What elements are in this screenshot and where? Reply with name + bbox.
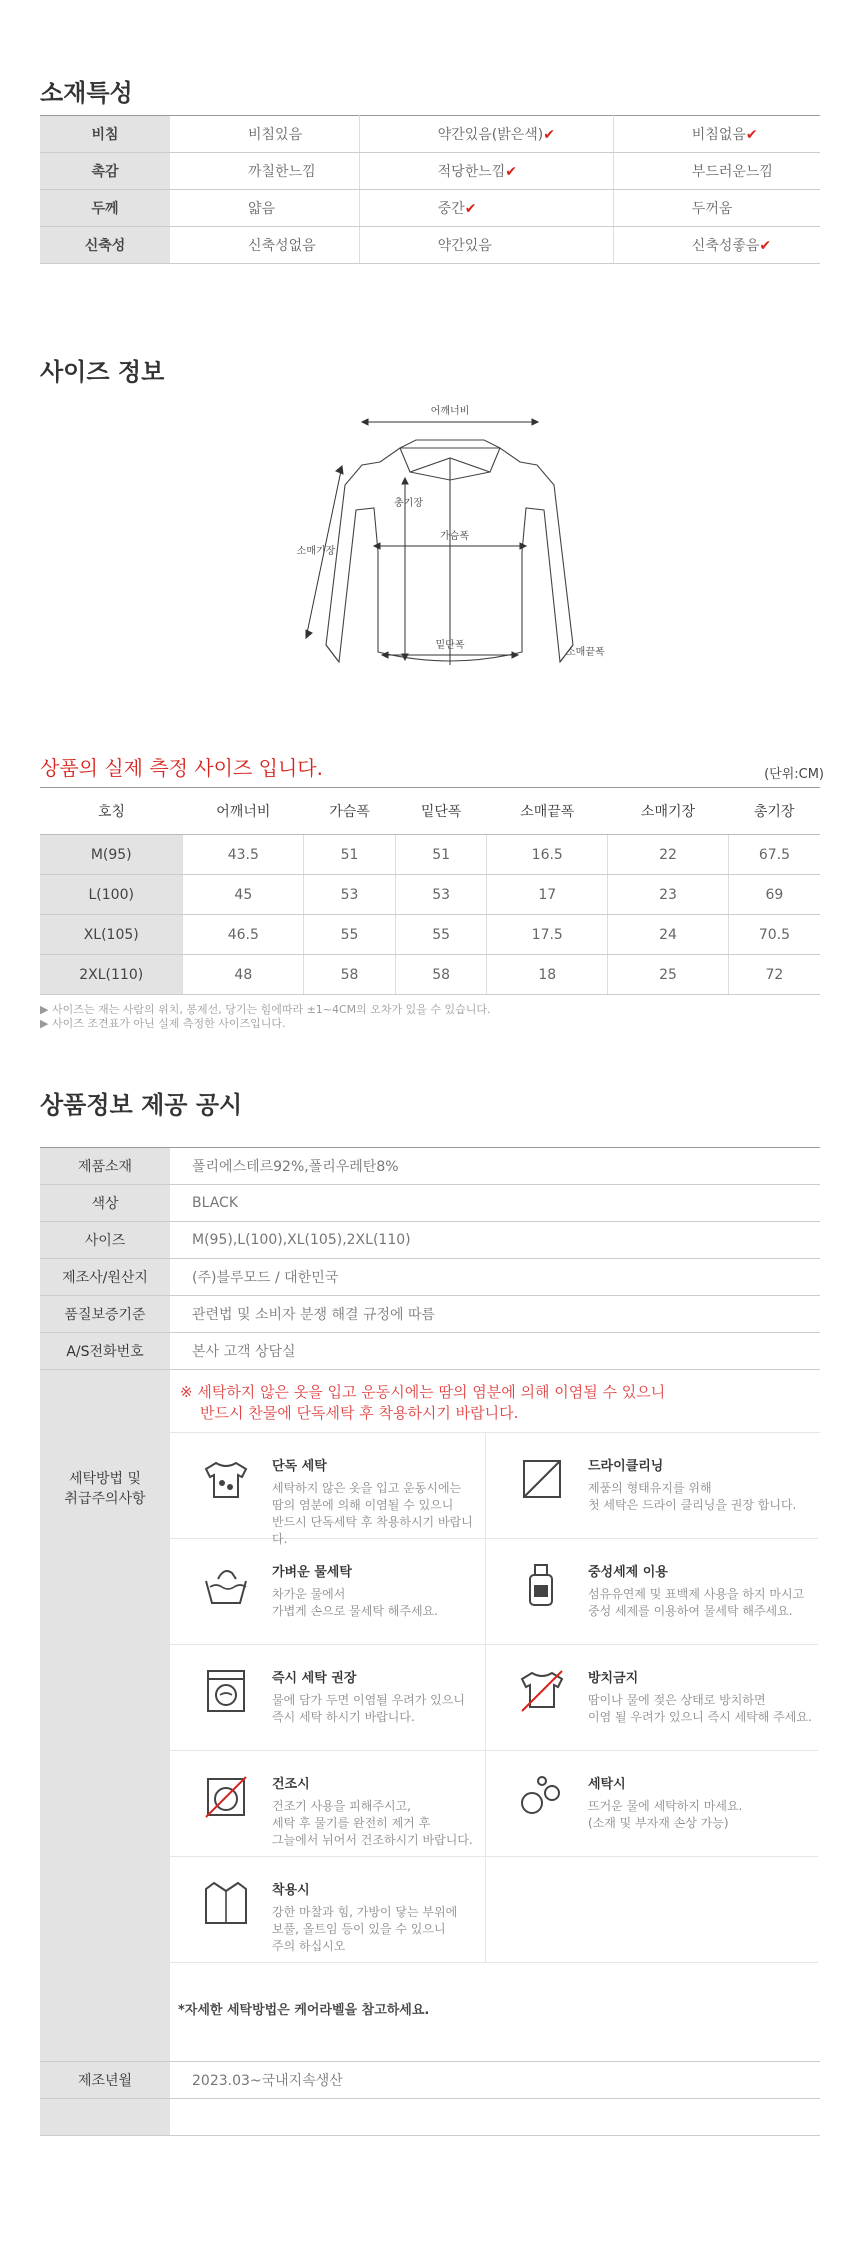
size-row-label: L(100) [40,875,183,915]
size-unit: (단위:CM) [764,767,824,782]
washing-item [170,1539,486,1645]
material-option-label: 부드러운느낌 [691,164,773,180]
material-row [40,116,820,153]
material-section-title: 소재특성 [40,79,133,107]
check-icon: ✔ [759,238,772,254]
material-option [613,190,820,227]
manufacture-row [40,2062,820,2099]
material-option [170,190,359,227]
size-cell: 24 [608,915,729,955]
size-cell: 48 [183,955,304,995]
washing-item-desc: 섬유유연제 및 표백제 사용을 하지 마시고 중성 세제를 이용하여 물세탁 해주세요. [588,1587,805,1618]
check-icon: ✔ [745,127,758,143]
no-tumble-dry-icon [202,1773,250,1821]
washing-item [170,1751,486,1857]
material-option-label: 약간있음 [437,238,492,254]
material-option [359,153,613,190]
material-option [170,116,359,153]
washing-note: *자세한 세탁방법은 케어라벨을 참고하세요. [178,2003,430,2018]
material-option-label: 중간 [437,201,465,217]
size-row-label: XL(105) [40,915,183,955]
size-cell: 16.5 [487,835,608,875]
product-info-label: A/S전화번호 [40,1333,170,1370]
material-option-label: 비침없음 [691,127,746,143]
size-cell: 72 [728,955,820,995]
label-chest: 가슴폭 [440,531,469,542]
size-cell: 58 [304,955,396,995]
material-option-label: 비침있음 [248,127,303,143]
size-notice: 상품의 실제 측정 사이즈 입니다. [40,756,323,780]
hand-wash-icon [202,1561,250,1609]
size-cell: 25 [608,955,729,995]
washing-item [170,1433,486,1546]
product-info-value: M(95),L(100),XL(105),2XL(110) [170,1222,820,1259]
material-option-label: 신축성좋음 [691,238,760,254]
material-option [613,227,820,264]
washing-item-title: 중성세제 이용 [588,1565,668,1580]
product-info-label: 사이즈 [40,1222,170,1259]
empty-value [170,2099,820,2136]
product-info-title: 상품정보 제공 공시 [40,1091,243,1119]
material-row [40,190,820,227]
washing-item-title: 세탁시 [588,1777,626,1792]
product-info-value: 폴리에스테르92%,폴리우레탄8% [170,1148,820,1185]
size-diagram [290,400,620,690]
size-footnote-2: ▶ 사이즈 조견표가 아닌 실제 측정한 사이즈입니다. [40,1017,286,1030]
size-cell: 23 [608,875,729,915]
size-cell: 18 [487,955,608,995]
check-icon: ✔ [505,164,518,180]
size-cell: 53 [395,875,487,915]
label-hem: 밑단폭 [435,640,465,651]
shirt-single-wash-icon [202,1455,250,1503]
size-column-header: 밑단폭 [395,788,487,835]
washing-item-desc: 세탁하지 않은 옷을 입고 운동시에는 땀의 염분에 의해 이염될 수 있으니 반드시 단독세탁 후 착용하시기 바랍니다. [272,1481,473,1546]
label-sleeve-length: 소매기장 [296,546,336,557]
washing-row [40,1370,820,2062]
size-cell: 70.5 [728,915,820,955]
product-info-row [40,1222,820,1259]
size-footnote-1: ▶ 사이즈는 재는 사람의 위치, 봉제선, 당기는 힘에따라 ±1~4CM의 오차가 있을 수 있습니다. [40,1003,491,1016]
washing-item-title: 가벼운 물세탁 [272,1565,352,1580]
material-option [170,153,359,190]
product-info-label: 제조사/원산지 [40,1259,170,1296]
washing-item [486,1539,818,1645]
washing-item-title: 착용시 [272,1883,310,1898]
size-cell: 22 [608,835,729,875]
size-column-header: 총기장 [728,788,820,835]
material-option [359,227,613,264]
size-cell: 58 [395,955,487,995]
size-cell: 51 [304,835,396,875]
size-cell: 17 [487,875,608,915]
size-cell: 43.5 [183,835,304,875]
size-column-header: 호칭 [40,788,183,835]
size-cell: 67.5 [728,835,820,875]
product-info-row [40,1148,820,1185]
manufacture-value: 2023.03~국내지속생산 [170,2062,820,2099]
size-column-header: 가슴폭 [304,788,396,835]
size-column-header: 소매끝폭 [487,788,608,835]
check-icon: ✔ [543,127,555,143]
product-info-value: (주)블루모드 / 대한민국 [170,1259,820,1296]
washing-item-desc: 땀이나 물에 젖은 상태로 방치하면 이염 될 우려가 있으니 즉시 세탁해 주세요. [588,1693,812,1724]
label-total-length: 총기장 [394,498,423,509]
material-option-label: 적당한느낌 [437,164,506,180]
washing-item-desc: 강한 마찰과 힘, 가방이 닿는 부위에 보풀, 올트임 등이 있을 수 있으니 주의 하십시오 [272,1905,458,1953]
washing-item-desc: 제품의 형태유지를 위해 첫 세탁은 드라이 클리닝을 권장 합니다. [588,1481,797,1512]
dry-clean-icon [518,1455,566,1503]
washing-content [170,1370,820,2062]
size-row-label: M(95) [40,835,183,875]
washing-item-title: 드라이클리닝 [588,1459,664,1474]
size-cell: 55 [395,915,487,955]
product-info-row [40,1185,820,1222]
material-row-label: 촉감 [40,153,170,190]
size-row [40,955,820,995]
size-cell: 17.5 [487,915,608,955]
washing-item-desc: 물에 담가 두면 이염될 우려가 있으니 즉시 세탁 하시기 바랍니다. [272,1693,465,1724]
washing-machine-icon [202,1667,250,1715]
product-info-value: 본사 고객 상담실 [170,1333,820,1370]
product-info-label: 품질보증기준 [40,1296,170,1333]
washing-item [486,1433,818,1539]
product-info-table [40,1147,820,2136]
size-cell: 46.5 [183,915,304,955]
no-soak-icon [518,1667,566,1715]
product-info-row [40,1259,820,1296]
product-info-label: 제품소재 [40,1148,170,1185]
washing-item-title: 즉시 세탁 권장 [272,1671,357,1686]
washing-grid [170,1432,820,1963]
size-cell: 45 [183,875,304,915]
size-cell: 53 [304,875,396,915]
washing-item-title: 건조시 [272,1777,310,1792]
product-info-label: 색상 [40,1185,170,1222]
washing-item-desc: 뜨거운 물에 세탁하지 마세요. (소재 및 부자재 손상 가능) [588,1799,743,1830]
size-column-header: 어깨너비 [183,788,304,835]
washing-item-desc: 차가운 물에서 가볍게 손으로 물세탁 해주세요. [272,1587,438,1618]
label-cuff: 소매끝폭 [566,647,605,658]
product-info-value: BLACK [170,1185,820,1222]
shirt-wearing-icon [202,1879,250,1927]
label-shoulder: 어깨너비 [430,406,470,417]
manufacture-label: 제조년월 [40,2062,170,2099]
size-cell: 51 [395,835,487,875]
material-option [613,116,820,153]
material-row [40,227,820,264]
material-option-label: 약간있음(밝은색) [437,127,544,143]
material-option [359,190,613,227]
detergent-bottle-icon [518,1561,566,1609]
size-cell: 55 [304,915,396,955]
washing-item-desc: 건조기 사용을 피해주시고, 세탁 후 물기를 완전히 제거 후 그늘에서 뉘어서 건조하시기 바랍니다. [272,1799,473,1847]
size-column-header: 소매기장 [608,788,729,835]
size-row-label: 2XL(110) [40,955,183,995]
empty-row [40,2099,820,2136]
product-info-row [40,1296,820,1333]
material-option [613,153,820,190]
material-option [359,116,613,153]
material-row-label: 두께 [40,190,170,227]
product-info-value: 관련법 및 소비자 분쟁 해결 규정에 따름 [170,1296,820,1333]
empty-label [40,2099,170,2136]
size-cell: 69 [728,875,820,915]
size-table [40,787,820,995]
material-option [170,227,359,264]
material-row-label: 비침 [40,116,170,153]
material-option-label: 두꺼움 [691,201,733,217]
washing-item-title: 방치금지 [588,1671,639,1686]
washing-item [486,1645,818,1751]
size-row [40,875,820,915]
material-row-label: 신축성 [40,227,170,264]
washing-item [486,1857,818,1963]
washing-item [486,1751,818,1857]
product-info-row [40,1333,820,1370]
material-table [40,115,820,264]
check-icon: ✔ [464,201,477,217]
size-section-title: 사이즈 정보 [40,358,165,386]
bubbles-icon [518,1773,566,1821]
material-option-label: 얇음 [248,201,276,217]
washing-item [170,1857,486,1963]
material-row [40,153,820,190]
washing-item [170,1645,486,1751]
material-option-label: 까칠한느낌 [248,164,316,180]
material-option-label: 신축성없음 [248,238,316,254]
size-row [40,835,820,875]
washing-item-title: 단독 세탁 [272,1459,327,1474]
size-row [40,915,820,955]
washing-warning: ※ 세탁하지 않은 옷을 입고 운동시에는 땀의 염분에 의해 이염될 수 있으니 반드시 찬물에 단독세탁 후 착용하시기 바랍니다. [180,1383,666,1422]
washing-label: 세탁방법 및 취급주의사항 [40,1370,170,2062]
